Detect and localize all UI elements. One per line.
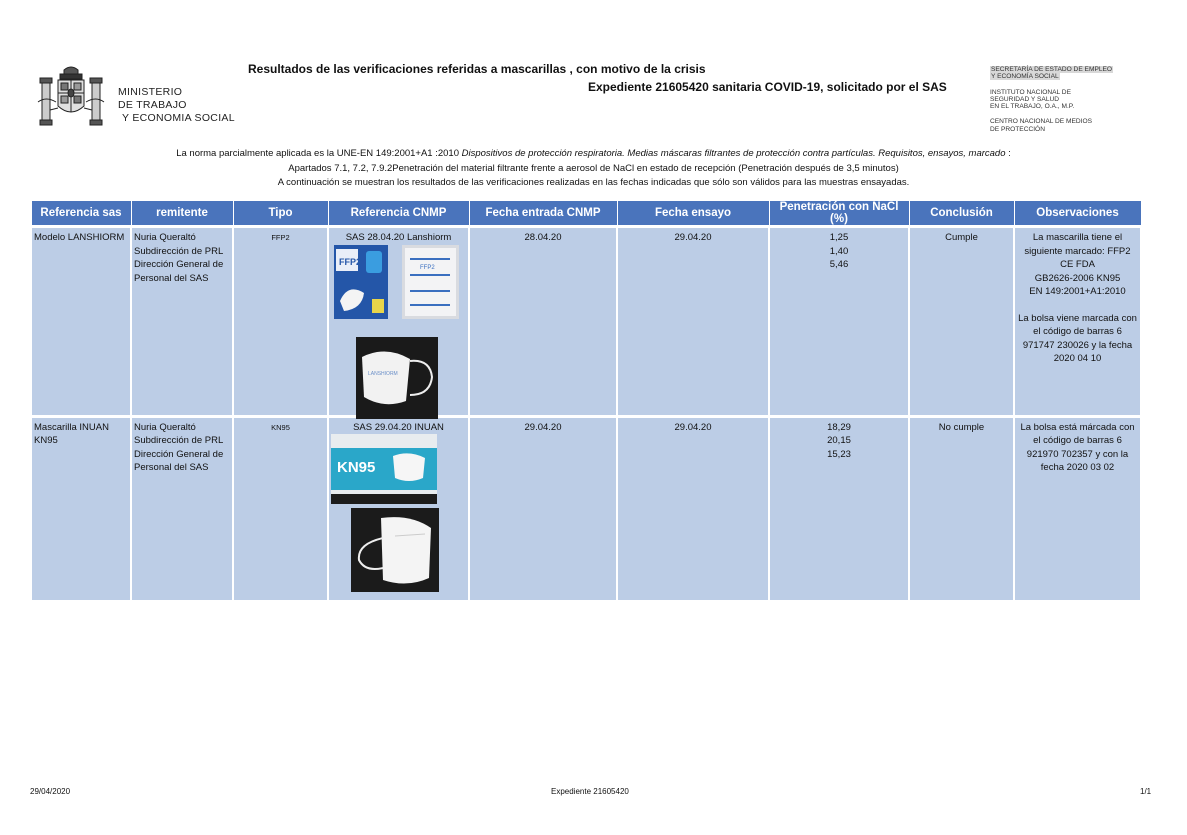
coat-of-arms-logo — [36, 62, 106, 132]
photo-label: KN95 — [337, 459, 376, 476]
column-header: Fecha ensayo — [617, 201, 769, 227]
ref-sas-cell: Modelo LANSHIORM — [31, 227, 131, 417]
fecha-entrada-cell: 29.04.20 — [469, 416, 617, 600]
footer-expediente: Expediente 21605420 — [551, 787, 629, 796]
column-header: Conclusión — [909, 201, 1014, 227]
column-header: remitente — [131, 201, 233, 227]
table-row — [31, 416, 1141, 600]
footer-page: 1/1 — [1140, 787, 1152, 796]
column-header: Fecha entrada CNMP — [469, 201, 617, 227]
remitente-line: Nuria Queraltó — [134, 232, 196, 243]
ffp2-bag-photo — [402, 245, 459, 319]
remitente-line: Personal del SAS — [134, 272, 209, 284]
penetracion-value: 20,15 — [827, 435, 851, 446]
obs-line: 971747 230026 y la fecha — [1022, 339, 1133, 351]
secretaria-line: SECRETARÍA DE ESTADO DE EMPLEO — [991, 66, 1113, 73]
remitente-line: Personal del SAS — [134, 462, 209, 473]
remitente-line: Dirección General de — [134, 259, 224, 270]
document-title: Resultados de las verificaciones referidas a mascarillas , con motivo de la crisis — [248, 62, 706, 76]
column-header: Referencia CNMP — [328, 201, 469, 227]
ref-sas-cell: Mascarilla INUAN KN95 — [31, 416, 131, 600]
ministry-line: MINISTERIO — [118, 86, 183, 98]
intro-italic: Dispositivos de protección respiratoria. Medias máscaras filtrantes de protección contra partículas. Requisitos, ensayos, marcado — [461, 148, 1006, 159]
intro-text: : — [1005, 148, 1011, 159]
ministry-name — [118, 86, 235, 125]
remitente-cell — [131, 227, 233, 417]
remitente-cell — [131, 416, 233, 600]
observaciones-cell — [1014, 227, 1141, 417]
sample-photos — [331, 434, 466, 600]
insst-logo — [990, 66, 1135, 133]
obs-line: GB2626-2006 KN95 — [1034, 272, 1121, 284]
photo-label: FFP2 — [420, 264, 435, 271]
column-header: Observaciones — [1014, 201, 1141, 227]
centro-line: CENTRO NACIONAL DE MEDIOS — [990, 118, 1092, 126]
ref-cnmp-text: SAS 29.04.20 INUAN — [353, 421, 444, 433]
ref-cnmp-cell — [328, 227, 469, 417]
obs-line: La mascarilla tiene el — [1032, 232, 1123, 243]
obs-line: fecha 2020 03 02 — [1040, 462, 1115, 473]
fecha-ensayo-cell: 29.04.20 — [617, 227, 769, 417]
ministry-line: Y ECONOMIA SOCIAL — [122, 112, 235, 124]
table-header-row — [31, 201, 1141, 227]
tipo-cell: KN95 — [233, 416, 328, 600]
remitente-line: Subdirección de PRL — [134, 435, 224, 446]
instituto-line: SEGURIDAD Y SALUD — [990, 95, 1060, 103]
penetracion-value: 1,25 — [829, 232, 849, 243]
obs-line: siguiente marcado: FFP2 — [1024, 245, 1131, 257]
obs-line: el código de barras 6 — [1033, 326, 1122, 337]
column-header: Penetración con NaCl (%) — [769, 201, 909, 227]
observaciones-cell — [1014, 416, 1141, 600]
intro-text: La norma parcialmente aplicada es la UNE-EN 149:2001+A1 :2010 — [176, 148, 462, 159]
ref-cnmp-text: SAS 28.04.20 Lanshiorm — [345, 232, 452, 243]
obs-line: CE FDA — [1060, 259, 1095, 270]
obs-line: La bolsa viene marcada con — [1018, 312, 1137, 324]
table-row — [31, 227, 1141, 417]
centro-line: DE PROTECCIÓN — [990, 125, 1045, 133]
fecha-entrada-cell: 28.04.20 — [469, 227, 617, 417]
lanshiorm-mask-photo — [356, 337, 438, 419]
conclusion-cell: Cumple — [909, 227, 1014, 417]
remitente-line: Subdirección de PRL — [134, 245, 224, 257]
obs-line: el código de barras 6 — [1033, 435, 1122, 446]
photo-label: LANSHIORM — [368, 370, 398, 377]
document-subtitle: Expediente 21605420 sanitaria COVID-19, solicitado por el SAS — [588, 80, 947, 94]
intro-line-3: A continuación se muestran los resultados de las verificaciones realizadas en las fechas indicadas que sólo son válidos para las muestras ensayadas. — [277, 177, 910, 188]
secretaria-line: Y ECONOMÍA SOCIAL — [991, 73, 1059, 81]
penetracion-cell — [769, 227, 909, 417]
penetracion-value: 18,29 — [827, 421, 851, 433]
remitente-line: Nuria Queraltó — [134, 421, 196, 433]
ffp2-box-photo — [334, 245, 388, 319]
penetracion-value: 1,40 — [829, 245, 849, 257]
sample-photos — [331, 245, 466, 415]
ministry-line: DE TRABAJO — [118, 99, 187, 111]
penetracion-value: 15,23 — [827, 448, 851, 460]
penetracion-value: 5,46 — [829, 259, 849, 270]
instituto-line: INSTITUTO NACIONAL DE — [990, 88, 1071, 96]
fecha-ensayo-cell: 29.04.20 — [617, 416, 769, 600]
obs-line: EN 149:2001+A1:2010 — [1029, 286, 1126, 297]
intro-line-1 — [0, 148, 1187, 159]
column-header: Tipo — [233, 201, 328, 227]
intro-line-2: Apartados 7.1, 7.2, 7.9.2Penetración del material filtrante frente a aerosol de NaCl en estado de recepción (Penetración después de 3,5 minutos) — [288, 163, 899, 174]
obs-line: 921970 702357 y con la — [1026, 448, 1129, 460]
obs-line — [1017, 299, 1138, 312]
kn95-bag-photo — [331, 434, 437, 504]
kn95-mask-photo — [351, 508, 439, 592]
penetracion-cell — [769, 416, 909, 600]
column-header: Referencia sas — [31, 201, 131, 227]
remitente-line: Dirección General de — [134, 448, 224, 460]
results-table — [30, 200, 1142, 600]
obs-line: 2020 04 10 — [1053, 353, 1102, 364]
instituto-line: EN EL TRABAJO, O.A., M.P. — [990, 103, 1075, 111]
tipo-cell: FFP2 — [233, 227, 328, 417]
ref-cnmp-cell — [328, 416, 469, 600]
photo-label: FFP2 — [339, 256, 362, 267]
conclusion-cell: No cumple — [909, 416, 1014, 600]
obs-line: La bolsa está márcada con — [1020, 421, 1135, 433]
footer-date: 29/04/2020 — [30, 787, 71, 796]
